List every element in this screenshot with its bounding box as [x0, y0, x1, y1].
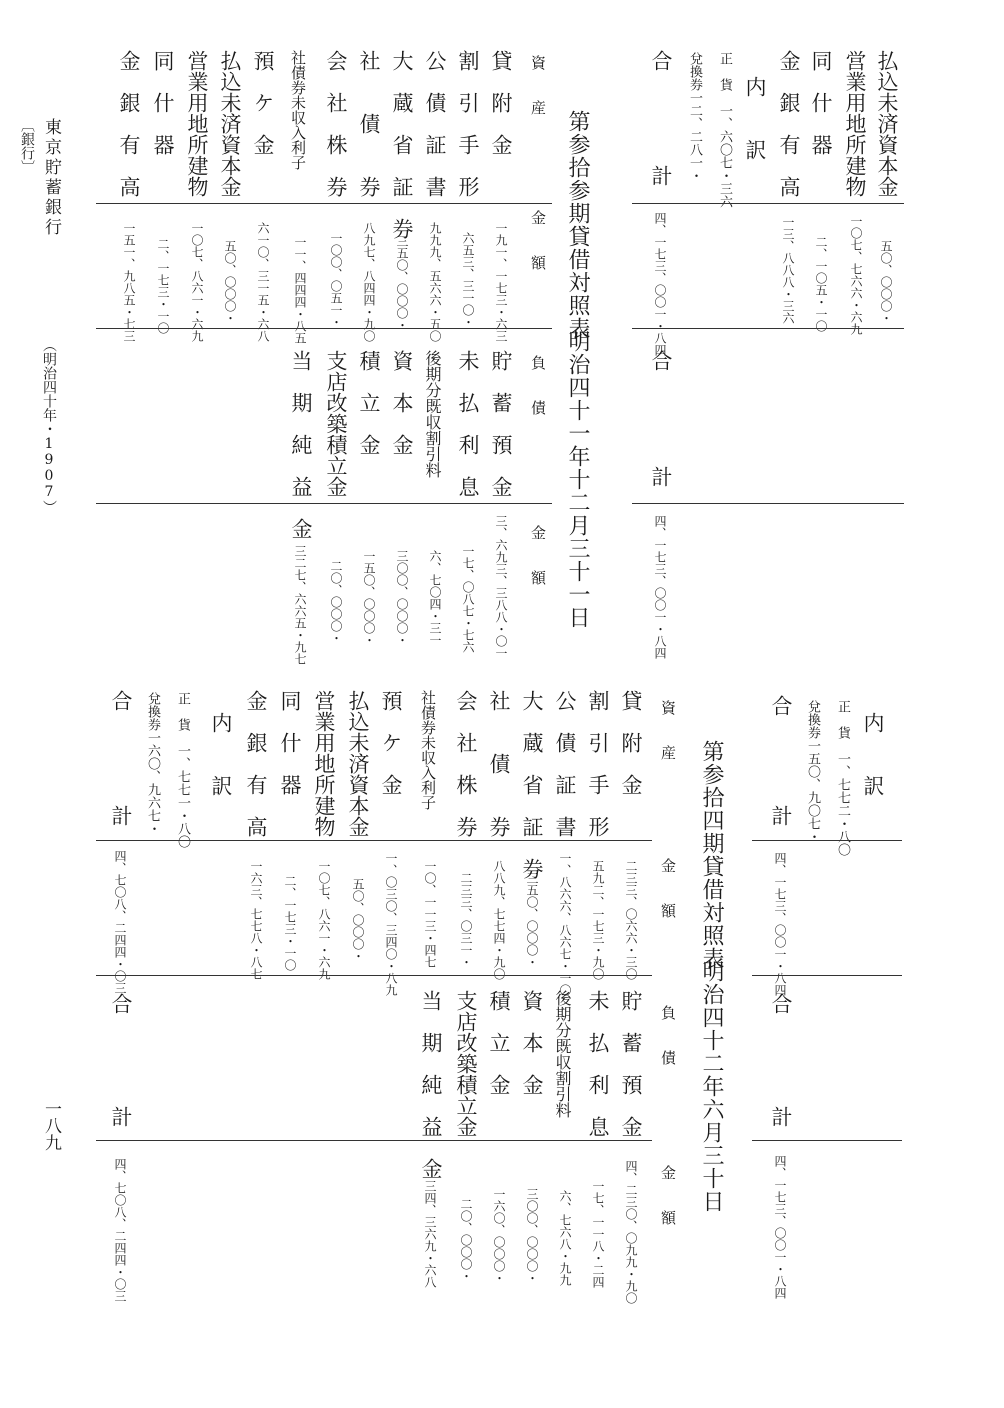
p33-asset-value-1: 六五三、三一〇・ — [461, 232, 475, 328]
margin-bank-name: 東京貯蓄銀行 — [41, 118, 61, 238]
p34-asset-value-11: 一六三、七七八・八七 — [249, 860, 263, 980]
tr-total-a: 合 — [649, 50, 673, 71]
p33-liab-value-6: 三二七、六六五・九七 — [293, 545, 307, 665]
p34-head-liab: 負 債 — [659, 1005, 677, 1065]
p34-date: 明治四十二年六月三十日 — [699, 960, 724, 1213]
p33-asset-11: 金 銀 有 高 — [117, 50, 141, 197]
tr-total-value: 四、一七三、〇〇一・八四 — [653, 212, 667, 356]
p34-liab-value-4: 一六〇、〇〇〇・ — [492, 1188, 506, 1284]
p34-head-amount: 金 額 — [659, 858, 677, 918]
tr-label-1: 営業用地所建物 — [843, 50, 867, 197]
p34-head-amount2: 金 額 — [659, 1165, 677, 1225]
page-number: 一八九 — [41, 1100, 61, 1151]
p34-asset-value-4: 八八九、七七四・九〇 — [492, 860, 506, 980]
margin-bank: 〔銀行〕 — [19, 118, 35, 174]
p34-asset-value-6: 一〇、一一三・四七 — [423, 860, 437, 968]
p34-liab-value-3: 三〇〇、〇〇〇・ — [525, 1188, 539, 1284]
p33-detail-1: 正 貨 一、七七二・八〇 — [835, 700, 850, 856]
p34-liab-6: 当 期 純 益 金 — [419, 990, 443, 1179]
p34-liab-value-5: 二〇、〇〇〇・ — [459, 1198, 473, 1282]
p33-liab-value-0: 三、六九三、三八八・〇一 — [494, 515, 508, 659]
p33-liab-0: 貯 蓄 預 金 — [489, 350, 513, 497]
p34-asset-value-8: 五〇、〇〇〇・ — [351, 878, 365, 962]
p34-asset-7: 預 ケ 金 — [379, 690, 403, 795]
tr-total2-a: 合 — [649, 350, 673, 371]
p34-liab-3: 資 本 金 — [520, 990, 544, 1095]
p33-asset-9: 営業用地所建物 — [185, 50, 209, 197]
p33-liab-value-1: 一七、〇八七・七六 — [461, 545, 475, 653]
p33-title: 第参拾参期貸借対照表 — [565, 110, 590, 340]
p34-asset-3: 大 蔵 省 証 券 — [520, 690, 544, 879]
p33-total2-a: 合 — [769, 993, 793, 1014]
p33-liab-value-4: 一五〇、〇〇〇・ — [362, 550, 376, 646]
p34-total2-b: 計 — [109, 1106, 133, 1127]
p34-liab-2: 後期分既収割引料 — [553, 990, 572, 1118]
p34-total-value: 四、七〇八、二四四・〇三 — [113, 850, 127, 994]
p34-liab-4: 積 立 金 — [487, 990, 511, 1095]
p33-head-amount2: 金 額 — [529, 525, 547, 585]
tr-label-3: 金 銀 有 高 — [777, 50, 801, 197]
margin-year: （明治四十年・1907） — [41, 338, 57, 514]
p33-asset-value-4: 八九七、八四四・九〇 — [362, 222, 376, 342]
p33-total2-b: 計 — [769, 1106, 793, 1127]
p33-asset-value-7: 六一〇、三一五・六八 — [256, 222, 270, 342]
p33-asset-7: 預 ケ 金 — [251, 50, 275, 155]
p34-asset-11: 金 銀 有 高 — [244, 690, 268, 837]
p33-liab-1: 未 払 利 息 — [456, 350, 480, 497]
p34-asset-1: 割 引 手 形 — [586, 690, 610, 837]
p33-asset-value-0: 一九一、一七三・六三 — [494, 222, 508, 342]
tr-total-b: 計 — [649, 165, 673, 186]
p33-asset-value-5: 一〇〇、〇五一・ — [329, 232, 343, 328]
p33-asset-5: 会 社 株 券 — [324, 50, 348, 197]
p34-liab-5: 支店改築積立金 — [454, 990, 478, 1137]
p33-total-value: 四、一七三、〇〇一・八四 — [773, 852, 787, 996]
p33-asset-1: 割 引 手 形 — [456, 50, 480, 197]
p34-total2-a: 合 — [109, 993, 133, 1014]
p33-total-b: 計 — [769, 805, 793, 826]
tr-value-0: 五〇、〇〇〇・ — [879, 240, 893, 324]
p34-liab-value-0: 四、二三〇、〇九九・九〇 — [624, 1160, 638, 1304]
p34-liab-value-1: 一七、一一八・二四 — [591, 1180, 605, 1288]
p33-asset-4: 社 債 券 — [357, 50, 381, 197]
p34-asset-value-7: 一、〇三〇、三四〇・八九 — [384, 852, 398, 996]
p34-total2-value: 四、七〇八、二四四・〇三 — [113, 1158, 127, 1302]
p34-asset-value-2: 一、八六六、八六七・一〇 — [558, 852, 572, 996]
tr-value-1: 一〇七、七六六・六九 — [849, 215, 863, 335]
p34-asset-value-10: 二、一七三・一〇 — [283, 875, 297, 971]
p34-asset-2: 公 債 証 書 — [553, 690, 577, 837]
p33-asset-3: 大 蔵 省 証 券 — [390, 50, 414, 239]
p34-asset-12: 内 訳 — [209, 712, 233, 796]
p34-title: 第参拾四期貸借対照表 — [699, 740, 724, 970]
p33-head-liab: 負 債 — [529, 355, 547, 415]
p34-liab-0: 貯 蓄 預 金 — [619, 990, 643, 1137]
p34-asset-4: 社 債 券 — [487, 690, 511, 837]
tr-value-2: 二、一〇五・一〇 — [814, 236, 828, 332]
p33-asset-0: 貸 附 金 — [489, 50, 513, 155]
p33-asset-value-2: 九九九、五六六・五〇 — [428, 222, 442, 342]
tr-detail-2: 兌換券一二、二八一・ — [687, 52, 702, 182]
p33-asset-10: 同 什 器 — [151, 50, 175, 155]
p33-asset-8: 払込未済資本金 — [218, 50, 242, 197]
p33-asset-2: 公 債 証 書 — [423, 50, 447, 197]
p33-liab-5: 支店改築積立金 — [324, 350, 348, 497]
p34-liab-1: 未 払 利 息 — [586, 990, 610, 1137]
p34-asset-value-5: 二三三、〇三一・ — [459, 872, 473, 968]
p33-asset-value-6: 一一、四四四・八五 — [293, 236, 307, 344]
p33-total2-value: 四、一七三、〇〇一・八四 — [773, 1155, 787, 1299]
p34-asset-value-1: 五九二、一七三・九〇 — [591, 860, 605, 980]
p33-asset-value-10: 二、一七三・一〇 — [156, 238, 170, 334]
p34-liab-value-6: 三四、三六九・六八 — [423, 1180, 437, 1288]
p33-liab-4: 積 立 金 — [357, 350, 381, 455]
p34-asset-5: 会 社 株 券 — [454, 690, 478, 837]
tr-value-3: 一三、八八八・三六 — [781, 216, 795, 324]
p34-asset-value-3: 三五〇、〇〇〇・ — [525, 872, 539, 968]
p34-asset-8: 払込未済資本金 — [346, 690, 370, 837]
tr-label-4: 内 訳 — [743, 76, 767, 160]
tr-detail-1: 正 貨 一、六〇七・三六 — [717, 52, 732, 208]
p33-asset-value-11: 一五一、九八五・七三 — [122, 222, 136, 342]
p33-head-amount: 金 額 — [529, 210, 547, 270]
p34-head-assets: 資 産 — [659, 700, 677, 760]
p34-asset-value-9: 一〇七、八六一・六九 — [317, 860, 331, 980]
p33-asset-value-8: 五〇、〇〇〇・ — [223, 240, 237, 324]
p34-asset-0: 貸 附 金 — [619, 690, 643, 795]
p34-total-a: 合 — [109, 690, 133, 711]
tr-label-0: 払込未済資本金 — [875, 50, 899, 197]
p33-naibun: 内 訳 — [861, 712, 885, 796]
p33-head-assets: 資 産 — [529, 55, 547, 115]
p33-asset-value-9: 一〇七、八六一・六九 — [190, 222, 204, 342]
p33-liab-value-3: 三〇〇、〇〇〇・ — [395, 550, 409, 646]
p33-liab-value-5: 二〇、〇〇〇・ — [329, 560, 343, 644]
p34-liab-value-2: 六、七六八・九九 — [558, 1190, 572, 1286]
p33-liab-3: 資 本 金 — [390, 350, 414, 455]
p33-detail-2: 兌換券一五〇、九〇七・ — [805, 700, 820, 843]
p33-asset-value-3: 三五〇、〇〇〇・ — [395, 235, 409, 331]
p34-asset-9: 営業用地所建物 — [312, 690, 336, 837]
tr-total2-b: 計 — [649, 466, 673, 487]
tr-total2-value: 四、一七三、〇〇一・八四 — [653, 515, 667, 659]
p33-date: 明治四十一年十二月三十一日 — [565, 330, 590, 629]
p33-liab-value-2: 六、七〇四・三一 — [428, 550, 442, 646]
p33-total-a: 合 — [769, 695, 793, 716]
p33-liab-2: 後期分既収割引料 — [423, 350, 442, 478]
p34-total-b: 計 — [109, 805, 133, 826]
p33-asset-6: 社債券未収入利子 — [289, 50, 307, 170]
p34-detail-1: 正 貨 一、七七一・八〇 — [175, 692, 190, 848]
p34-detail-2: 兌換券一六〇、九六七・ — [145, 692, 160, 835]
p33-liab-6: 当 期 純 益 金 — [289, 350, 313, 539]
tr-label-2: 同 什 器 — [809, 50, 833, 155]
p34-asset-6: 社債券未収入利子 — [419, 690, 437, 810]
p34-asset-10: 同 什 器 — [278, 690, 302, 795]
p34-asset-value-0: 二三三、〇六六・三〇 — [624, 860, 638, 980]
